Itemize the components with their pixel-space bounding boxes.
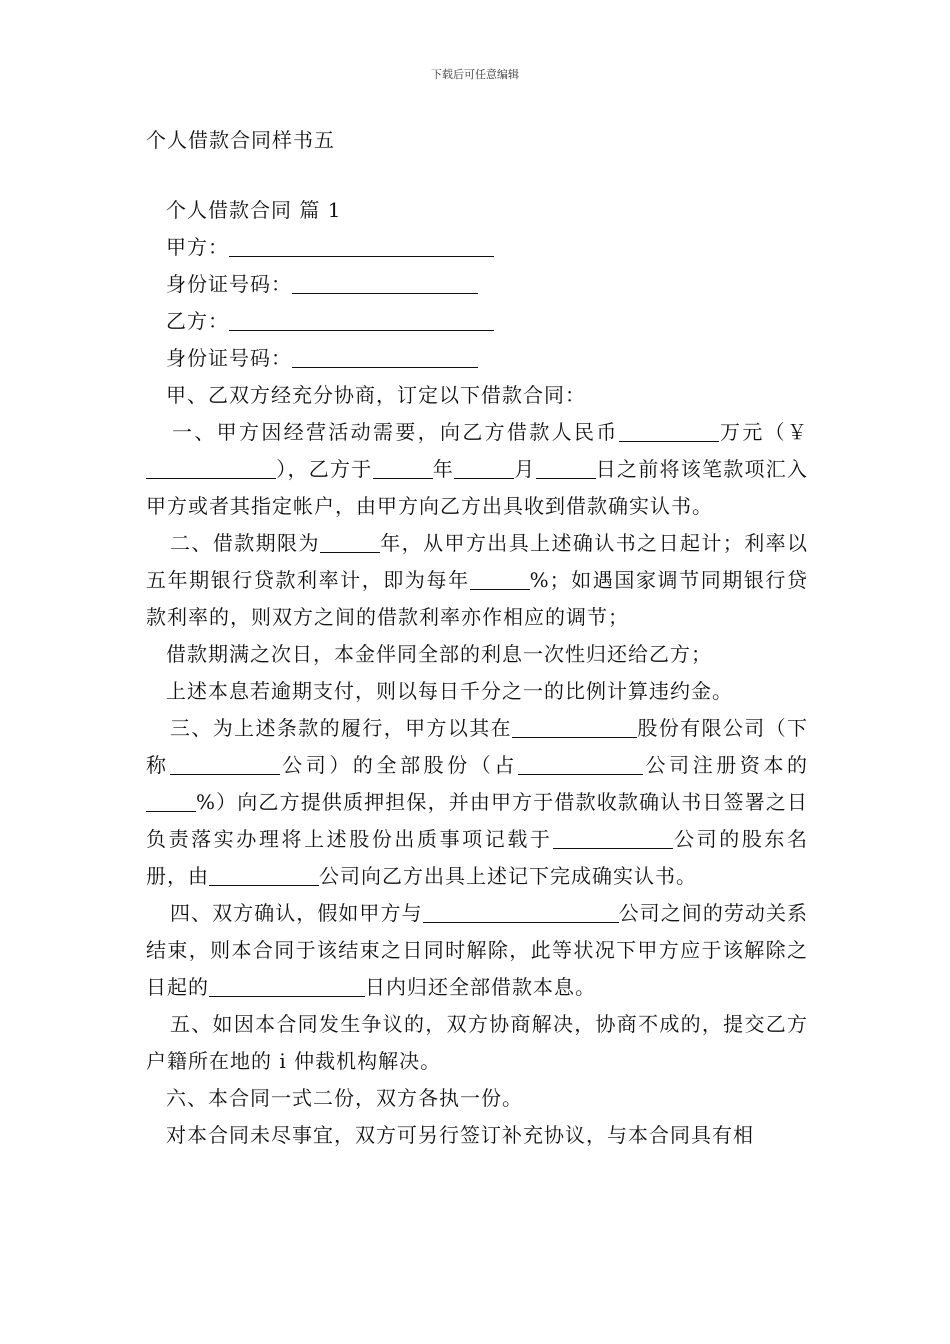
clause-3-text-f: 公司的股东名册，由 <box>146 827 808 888</box>
party-a-line <box>146 229 808 266</box>
clause-4-text-b: 公司之间的劳动关系结束，则本合同于该结束之日同时解除，此等状况下甲方应于该解除之日起的 <box>146 901 809 999</box>
party-b-blank <box>229 308 494 331</box>
header-note: 下载后可任意编辑 <box>431 68 519 81</box>
closing-paragraph: 对本合同未尽事宜，双方可另行签订补充协议，与本合同具有相 <box>166 1123 754 1147</box>
employer-blank <box>423 900 619 923</box>
id-b-blank <box>292 345 478 368</box>
clause-2 <box>146 525 808 636</box>
amount-blank <box>619 419 719 442</box>
party-b-line <box>146 303 808 340</box>
party-a-label: 甲方： <box>166 235 229 259</box>
clause-3-text-a: 三、为上述条款的履行，甲方以其在 <box>170 716 512 740</box>
id-b-label: 身份证号码： <box>166 346 292 370</box>
id-b-line <box>146 340 808 377</box>
id-a-line <box>146 266 808 303</box>
clause-2-text-c: %；如遇国家调节同期银行贷款利率的，则双方之间的借款利率亦作相应的调节； <box>146 568 808 629</box>
party-a-blank <box>229 234 494 257</box>
company-blank <box>512 715 637 738</box>
intro-paragraph: 甲、乙双方经充分协商，订定以下借款合同： <box>166 383 586 407</box>
id-a-blank <box>292 271 478 294</box>
document-title: 个人借款合同样书五 <box>146 128 335 152</box>
days-blank <box>209 974 365 997</box>
clause-3 <box>146 710 808 895</box>
clause-1-text-a: 一、甲方因经营活动需要，向乙方借款人民币 <box>172 420 619 444</box>
clause-3-text-d: 公司注册资本的 <box>642 753 809 777</box>
term-years-blank <box>320 530 380 553</box>
clause-2-text-b: 年，从甲方出具上述确认书之日起计；利率以五年期银行贷款利率计，即为每年 <box>146 531 809 592</box>
clause-3-text-g: 公司向乙方出具上述记下完成确实认书。 <box>319 864 697 888</box>
clause-3-text-b: 股份有限公司（下称 <box>146 716 808 777</box>
rate-blank <box>470 567 530 590</box>
clause-2-text-a: 二、借款期限为 <box>170 531 320 555</box>
clause-3-text-c: 公司）的全部股份（占 <box>279 753 518 777</box>
day-blank <box>536 456 596 479</box>
clause-4 <box>146 895 808 1006</box>
contract-heading: 个人借款合同 篇 1 <box>166 198 342 222</box>
issuing-company-blank <box>209 863 319 886</box>
clause-6: 六、本合同一式二份，双方各执一份。 <box>166 1086 523 1110</box>
party-b-label: 乙方： <box>166 309 229 333</box>
id-a-label: 身份证号码： <box>166 272 292 296</box>
clause-1-text-b: 万元（￥ <box>718 420 809 444</box>
year-blank <box>373 456 433 479</box>
penalty-paragraph: 上述本息若逾期支付，则以每日千分之一的比例计算违约金。 <box>166 679 733 703</box>
short-name-blank <box>170 752 280 775</box>
share-company-blank <box>518 752 643 775</box>
month-blank <box>454 456 514 479</box>
clause-1-text-e: 月 <box>514 457 536 481</box>
clause-1-text-c: ），乙方于 <box>276 457 373 481</box>
contract-body <box>146 192 808 1154</box>
clause-4-text-a: 四、双方确认，假如甲方与 <box>170 901 423 925</box>
clause-5: 五、如因本合同发生争议的，双方协商解决，协商不成的，提交乙方户籍所在地的 i 仲裁机构解决。 <box>146 1012 808 1073</box>
clause-1 <box>146 414 808 525</box>
repayment-paragraph: 借款期满之次日，本金伴同全部的利息一次性归还给乙方； <box>166 642 712 666</box>
amount-figure-blank <box>146 456 276 479</box>
clause-3-text-e: %）向乙方提供质押担保，并由甲方于借款收款确认书日签署之日负责落实办理将上述股份出质事项记载于 <box>146 790 808 851</box>
clause-1-text-d: 年 <box>432 457 454 481</box>
clause-1-text-f: 日之前将该笔款项汇入甲方或者其指定帐户，由甲方向乙方出具收到借款确实认书。 <box>146 457 808 518</box>
share-percent-blank <box>146 789 196 812</box>
clause-4-text-c: 日内归还全部借款本息。 <box>365 975 596 999</box>
register-company-blank <box>553 826 673 849</box>
